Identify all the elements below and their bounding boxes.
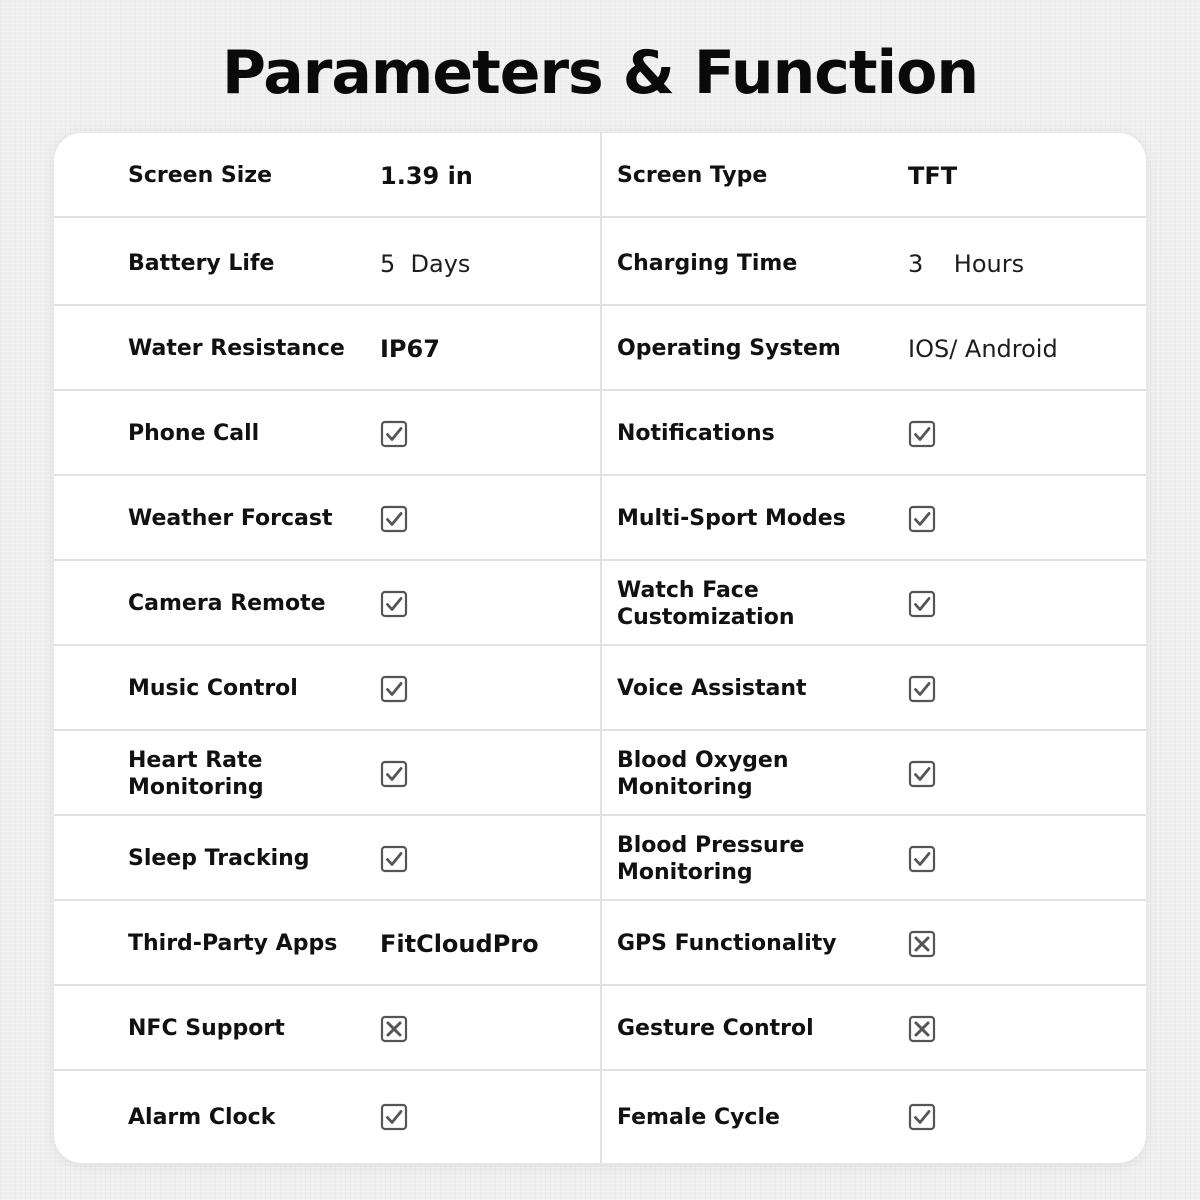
spec-value: IOS/ Android bbox=[908, 334, 1058, 363]
feature-supported bbox=[380, 476, 600, 561]
spec-label-text: Screen Size bbox=[128, 163, 273, 188]
spec-label bbox=[617, 1071, 877, 1163]
feature-supported bbox=[380, 561, 600, 646]
table-row bbox=[54, 561, 1146, 646]
spec-label bbox=[128, 646, 388, 731]
spec-value: 1.39 in bbox=[380, 161, 473, 190]
table-row bbox=[54, 986, 1146, 1071]
checked-box-icon bbox=[380, 420, 408, 448]
checked-box-icon bbox=[380, 845, 408, 873]
table-row bbox=[54, 476, 1146, 561]
spec-label-text: Blood Oxygen Monitoring bbox=[617, 747, 789, 800]
spec-table bbox=[54, 133, 1146, 1163]
checked-box-icon bbox=[908, 1103, 936, 1131]
spec-label-text: NFC Support bbox=[128, 1016, 285, 1041]
spec-label bbox=[128, 561, 388, 646]
spec-label bbox=[617, 391, 877, 476]
spec-label-text: Multi-Sport Modes bbox=[617, 506, 846, 531]
spec-label-text: Phone Call bbox=[128, 421, 260, 446]
spec-label-text: Voice Assistant bbox=[617, 676, 807, 701]
checked-box-icon bbox=[380, 675, 408, 703]
spec-label bbox=[128, 133, 388, 218]
checked-box-icon bbox=[908, 505, 936, 533]
spec-value: FitCloudPro bbox=[380, 929, 539, 958]
table-row bbox=[54, 391, 1146, 476]
spec-value: IP67 bbox=[380, 334, 440, 363]
spec-label-text: Water Resistance bbox=[128, 336, 345, 361]
spec-label-text: Notifications bbox=[617, 421, 775, 446]
feature-unsupported bbox=[908, 901, 1138, 986]
checked-box-icon bbox=[380, 590, 408, 618]
spec-label bbox=[617, 986, 877, 1071]
checked-box-icon bbox=[908, 675, 936, 703]
table-row bbox=[54, 133, 1146, 218]
feature-supported bbox=[908, 1071, 1138, 1163]
spec-label-text: Screen Type bbox=[617, 163, 768, 188]
table-row bbox=[54, 816, 1146, 901]
spec-label-text: Female Cycle bbox=[617, 1104, 780, 1130]
spec-label-text: Heart Rate Monitoring bbox=[128, 747, 264, 800]
table-row bbox=[54, 306, 1146, 391]
checked-box-icon bbox=[380, 505, 408, 533]
spec-label bbox=[128, 476, 388, 561]
spec-label bbox=[617, 221, 877, 306]
feature-supported bbox=[380, 1071, 600, 1163]
spec-label-text: Operating System bbox=[617, 336, 841, 361]
table-row bbox=[54, 901, 1146, 986]
spec-label-text: Gesture Control bbox=[617, 1016, 814, 1041]
feature-supported bbox=[908, 561, 1138, 646]
spec-label-text: Watch Face Customization bbox=[617, 577, 795, 630]
spec-label bbox=[617, 306, 877, 391]
spec-label-text: Battery Life bbox=[128, 251, 275, 276]
spec-label bbox=[128, 306, 388, 391]
feature-unsupported bbox=[908, 986, 1138, 1071]
page-title: Parameters & Function bbox=[221, 38, 979, 108]
crossed-box-icon bbox=[380, 1015, 408, 1043]
spec-label bbox=[128, 731, 388, 816]
feature-supported bbox=[380, 646, 600, 731]
spec-label bbox=[617, 731, 877, 816]
spec-value: 5 Days bbox=[380, 249, 471, 278]
feature-supported bbox=[380, 816, 600, 901]
checked-box-icon bbox=[908, 590, 936, 618]
spec-label bbox=[617, 816, 877, 901]
spec-label bbox=[617, 476, 877, 561]
spec-label-text: Third-Party Apps bbox=[128, 931, 338, 956]
spec-label bbox=[617, 901, 877, 986]
feature-supported bbox=[908, 731, 1138, 816]
table-row bbox=[54, 1071, 1146, 1163]
feature-supported bbox=[908, 646, 1138, 731]
checked-box-icon bbox=[908, 845, 936, 873]
spec-label-text: Music Control bbox=[128, 676, 298, 701]
feature-supported bbox=[380, 731, 600, 816]
spec-label bbox=[128, 901, 388, 986]
spec-label bbox=[128, 986, 388, 1071]
spec-label-text: Sleep Tracking bbox=[128, 846, 310, 871]
spec-label bbox=[128, 391, 388, 476]
table-row bbox=[54, 731, 1146, 816]
spec-label bbox=[617, 133, 877, 218]
spec-label bbox=[617, 646, 877, 731]
checked-box-icon bbox=[380, 760, 408, 788]
checked-box-icon bbox=[908, 420, 936, 448]
feature-supported bbox=[908, 816, 1138, 901]
spec-label-text: Camera Remote bbox=[128, 591, 326, 616]
spec-label-text: GPS Functionality bbox=[617, 931, 837, 956]
checked-box-icon bbox=[380, 1103, 408, 1131]
crossed-box-icon bbox=[908, 930, 936, 958]
crossed-box-icon bbox=[908, 1015, 936, 1043]
spec-label-text: Weather Forcast bbox=[128, 506, 333, 531]
feature-supported bbox=[380, 391, 600, 476]
feature-unsupported bbox=[380, 986, 600, 1071]
feature-supported bbox=[908, 391, 1138, 476]
spec-value: TFT bbox=[908, 161, 958, 190]
spec-value: 3 Hours bbox=[908, 249, 1025, 278]
spec-label bbox=[617, 561, 877, 646]
checked-box-icon bbox=[908, 760, 936, 788]
table-row bbox=[54, 646, 1146, 731]
spec-label-text: Blood Pressure Monitoring bbox=[617, 832, 805, 885]
spec-label bbox=[128, 1071, 388, 1163]
spec-label-text: Alarm Clock bbox=[128, 1104, 276, 1130]
spec-label bbox=[128, 221, 388, 306]
spec-label-text: Charging Time bbox=[617, 251, 798, 276]
table-row bbox=[54, 221, 1146, 306]
feature-supported bbox=[908, 476, 1138, 561]
spec-label bbox=[128, 816, 388, 901]
